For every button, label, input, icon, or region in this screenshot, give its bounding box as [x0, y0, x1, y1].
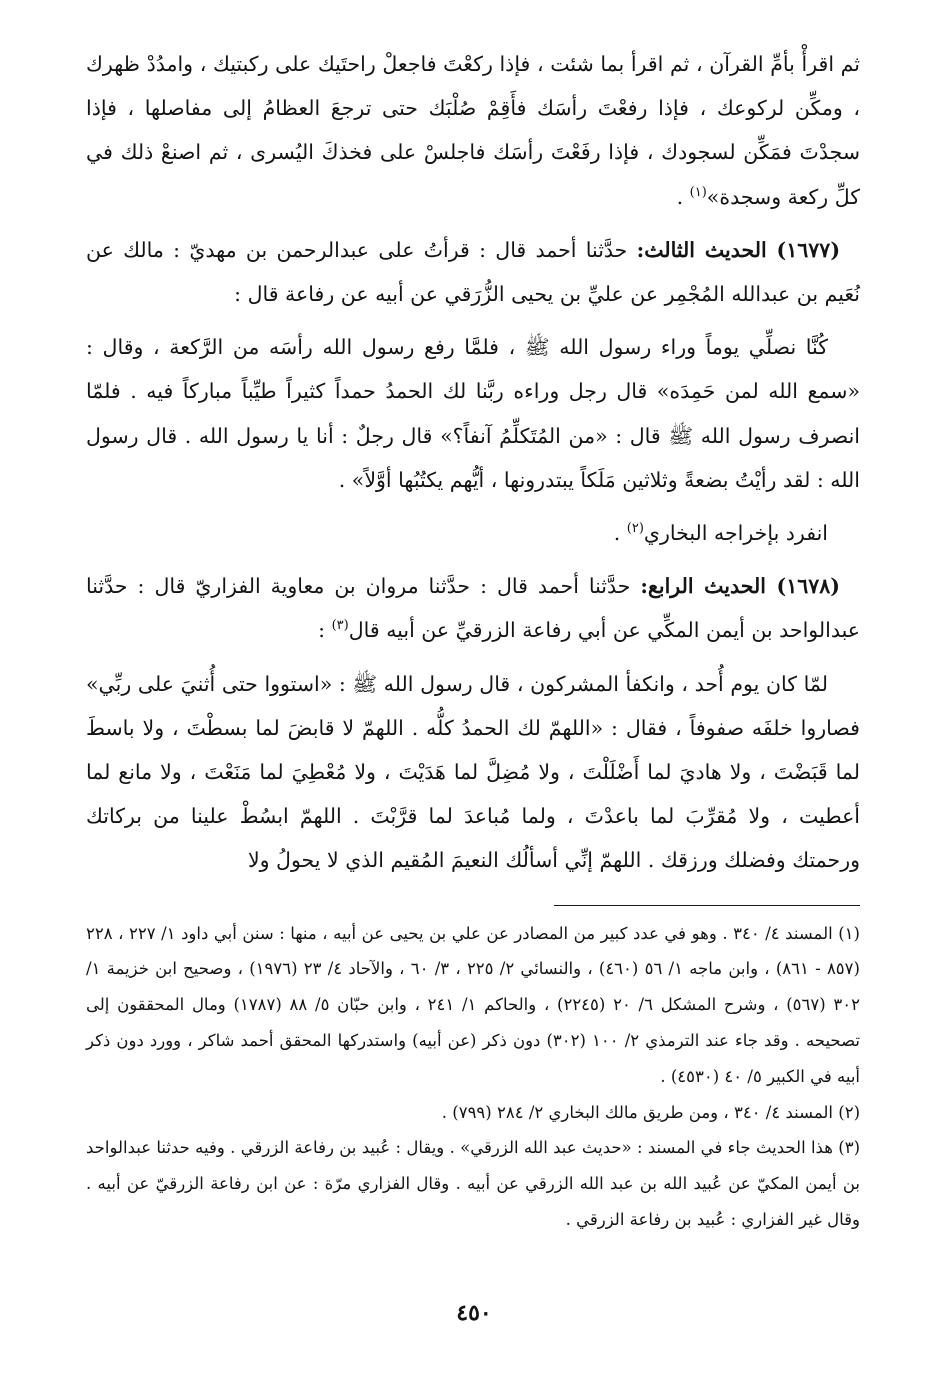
- hadith-1677-isnad-text: حدَّثنا أحمد قال : قرأتُ على عبدالرحمن بن مهديّ : مالك عن نُعَيم بن عبدالله المُجْمِر عن عليِّ بن يحيى الزُّرَقي عن أبيه عن رفاعة قال :: [86, 237, 860, 307]
- hadith-1677-isnad: [86, 228, 860, 316]
- page-number: ٤٥٠: [456, 1300, 492, 1326]
- paragraph-1-text: ثم اقرأْ بأمِّ القرآن ، ثم اقرأ بما شئت ، فإذا ركعْتَ فاجعلْ راحتَيك على ركبتيك ، وامدُدْ ظهرك ، ومكِّن لركوعك ، فإذا رفعْتَ رأسَك فأَقِمْ صُلْبَك حتى ترجعَ العظامُ إلى مفاصلها ، فإذا سجدْتَ فمَكِّن لسجودك ، فإذا رفَعْتَ رأسَك فاجلسْ على فخذكَ اليُسرى ، ثم اصنعْ ذلك في كلِّ ركعة وسجدة»: [86, 52, 860, 209]
- footnote-2: (٢) المسند ٤/ ٣٤٠ ، ومن طريق مالك البخاري ٢/ ٢٨٤ (٧٩٩) .: [441, 1102, 860, 1122]
- hadith-1678-isnad: [86, 564, 860, 652]
- hadith-1678-isnad-text: حدَّثنا أحمد قال : حدَّثنا مروان بن معاوية الفزاريّ قال : حدَّثنا عبدالواحد بن أيمن المكِّي عن أبي رفاعة الزرقيِّ عن أبيه قال: [86, 574, 860, 643]
- footnote-separator: [554, 905, 860, 906]
- footnote-1: (١) المسند ٤/ ٣٤٠ . وهو في عدد كبير من المصادر عن علي بن يحيى عن أبيه ، منها : سنن أبي داود ١/ ٢٢٧ ، ٢٢٨ (٨٥٧ - ٨٦١) ، وابن ماجه ١/ ٥٦ (٤٦٠) ، والنسائي ٢/ ٢٢٥ ، ٣/ ٦٠ ، والآحاد ٤/ ٢٣ (١٩٧٦) ، وصحيح ابن خزيمة ١/ ٣٠٢ (٥٦٧) ، وشرح المشكل ٦/ ٢٠ (٢٢٤٥) ، والحاكم ١/ ٢٤١ ، وابن حبّان ٥/ ٨٨ (١٧٨٧) ومال المحققون إلى تصحيحه . وقد جاء عند الترمذي ٢/ ١٠٠ (٣٠٢) دون ذكر (عن أبيه) واستدركها المحقق أحمد شاكر ، وورد دون ذكر أبيه في الكبير ٥/ ٤٠ (٤٥٣٠) .: [86, 923, 860, 1086]
- hadith-1677-takhrij-end: .: [613, 521, 627, 546]
- hadith-1678-matn: لمّا كان يوم أُحد ، وانكفأ المشركون ، قال رسول الله ﷺ : «استووا حتى أُثنيَ على ربِّي» فصاروا خلفَه صفوفاً ، فقال : «اللهمّ لك الحمدُ كلُّه . اللهمّ لا قابضَ لما بسطْتَ ، ولا باسطَ لما قَبَضْتَ ، ولا هاديَ لما أَضْلَلْتَ ، ولا مُضِلَّ لما هَدَيْتَ ، ولا مُعْطِيَ لما مَنَعْتَ ، ولا مانع لما أعطيت ، ولا مُقرِّبَ لما باعدْتَ ، ولما مُباعدَ لما قرَّبْتَ . اللهمّ ابسُطْ علينا من بركاتك ورحمتك وفضلك ورزقك . اللهمّ إنِّي أسألُك النعيمَ المُقيم الذي لا يحولُ ولا: [86, 671, 860, 873]
- hadith-1678-isnad-end: :: [318, 618, 332, 643]
- footnote-ref-1: (١): [689, 184, 707, 200]
- footnotes: [86, 916, 860, 1238]
- hadith-1677-matn: كُنَّا نصلِّي يوماً وراء رسول الله ﷺ ، فلمَّا رفع رسول الله رأسَه من الرَّكعة ، وقال : «سمع الله لمن حَمِدَه» قال رجل وراءه ربَّنا لك الحمدُ حمداً كثيراً طيِّباً مباركاً فيه . فلمّا انصرف رسول الله ﷺ قال : «من المُتَكلِّمُ آنفاً؟» قال رجلٌ : أنا يا رسول الله . قال رسول الله : لقد رأيْتُ بضعةً وثلاثين مَلَكاً يبتدرونها ، أيُّهم يكتُبُها أوَّلاً» .: [86, 335, 860, 492]
- hadith-1677-title: (١٦٧٧) الحديث الثالث:: [636, 237, 841, 262]
- main-text: [86, 42, 860, 883]
- hadith-1677-takhrij: [86, 511, 860, 555]
- footnote-3: (٣) هذا الحديث جاء في المسند : «حديث عبد الله الزرقي» . ويقال : عُبيد بن رفاعة الزرقي . وفيه حدثنا عبدالواحد بن أيمن المكيّ عن عُبيد الله بن عبد الله الزرقي عن أبيه . وقال الفزاري مرّة : عن ابن رفاعة الزرقيّ عن أبيه . وقال غير الفزاري : عُبيد بن رفاعة الزرقي .: [86, 1138, 860, 1230]
- hadith-1678-title: (١٦٧٨) الحديث الرابع:: [640, 574, 840, 599]
- hadith-1677-takhrij-text: انفرد بإخراجه البخاري: [643, 521, 828, 546]
- footnote-ref-3: (٣): [331, 618, 349, 634]
- paragraph-1-end: .: [676, 184, 690, 209]
- footnote-ref-2: (٢): [626, 521, 644, 537]
- paragraph-1: [86, 42, 860, 219]
